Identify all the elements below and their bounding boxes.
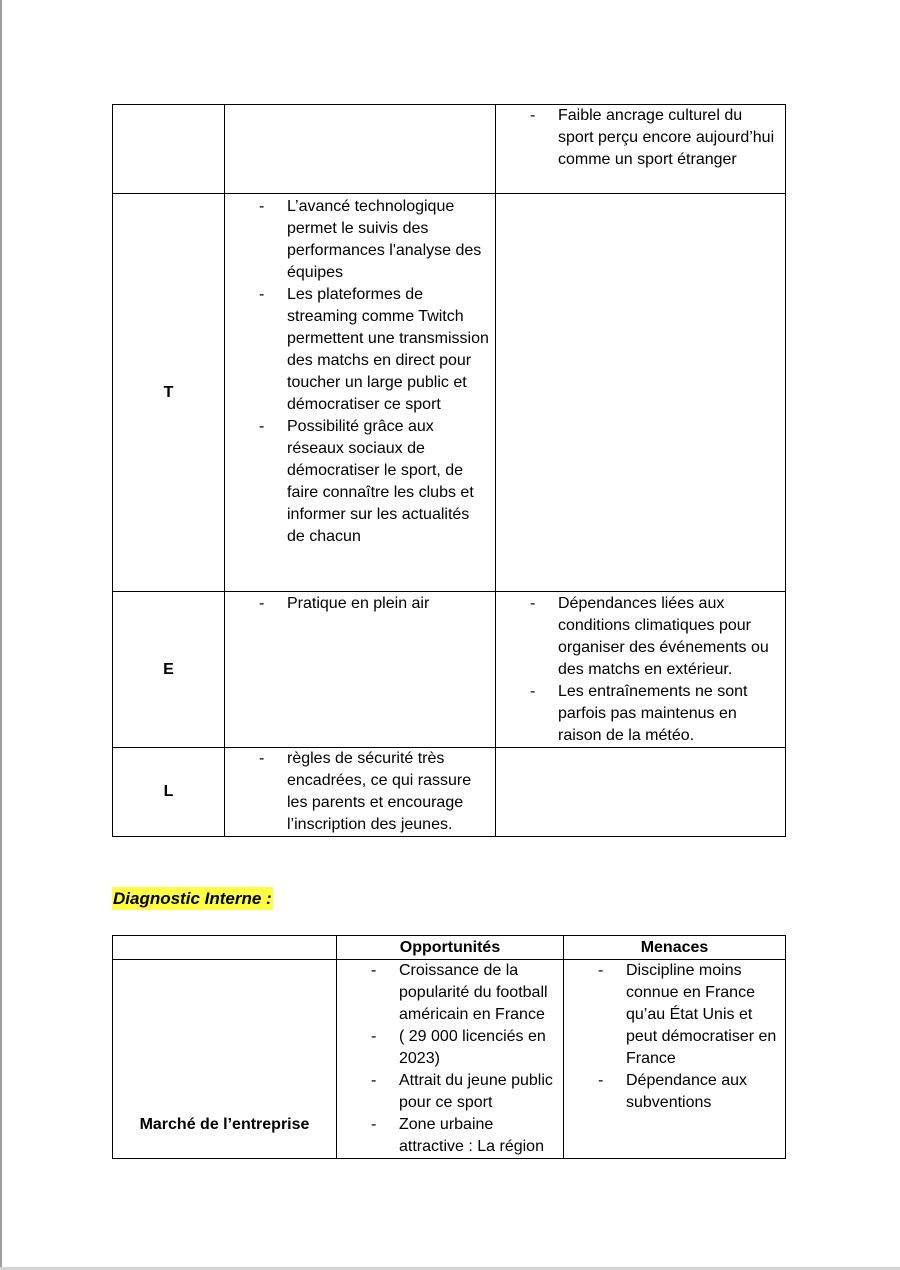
row-label-t: T <box>113 194 225 592</box>
list-item: - règles de sécurité très encadrées, ce qui rassure les parents et encourage l’inscription des jeunes. <box>259 750 472 833</box>
table-row <box>113 194 786 592</box>
pestel-table <box>112 104 786 837</box>
list-item: - Croissance de la popularité du football américain en France <box>371 962 548 1023</box>
list-item: - Dépendance aux subventions <box>598 1072 747 1111</box>
opportunities-cell <box>225 592 496 748</box>
list-item: - Les entraînements ne sont parfois pas maintenus en raison de la météo. <box>530 683 748 744</box>
list-item: - Les plateformes de streaming comme Twitch permettent une transmission des matchs en direct pour toucher un large public et démocratiser ce sport <box>259 286 489 413</box>
row-label <box>113 105 225 194</box>
opportunities-cell <box>225 105 496 194</box>
list-item: - Faible ancrage culturel du sport perçu encore aujourd’hui comme un sport étranger <box>530 107 775 168</box>
internal-diagnostic-table <box>112 935 786 1159</box>
list-item: - Dépendances liées aux conditions climatiques pour organiser des événements ou des matchs en extérieur. <box>530 595 769 678</box>
opportunities-cell <box>337 960 564 1159</box>
row-label-l: L <box>113 748 225 837</box>
threats-cell <box>496 748 786 837</box>
row-label-e: E <box>113 592 225 748</box>
list-item: - Zone urbaine attractive : La région <box>371 1116 544 1155</box>
list-item: - L’avancé technologique permet le suivis des performances l'analyse des équipes <box>259 198 482 281</box>
header-empty <box>113 936 337 960</box>
list-item: - Attrait du jeune public pour ce sport <box>371 1072 553 1111</box>
table-row <box>113 592 786 748</box>
threats-cell <box>564 960 786 1159</box>
list-item: - Possibilité grâce aux réseaux sociaux de démocratiser le sport, de faire connaître les clubs et informer sur les actualités de chacun <box>259 418 474 545</box>
opportunities-cell <box>225 194 496 592</box>
header-threats: Menaces <box>564 936 786 960</box>
row-label-market: Marché de l’entreprise <box>113 960 337 1159</box>
table-row <box>113 748 786 837</box>
page-left-edge <box>0 0 2 1270</box>
table-header-row <box>113 936 786 960</box>
threats-cell <box>496 194 786 592</box>
threats-cell <box>496 105 786 194</box>
table-row <box>113 960 786 1159</box>
list-item: - Pratique en plein air <box>259 595 430 612</box>
header-opportunities: Opportunités <box>337 936 564 960</box>
threats-cell <box>496 592 786 748</box>
section-title: Diagnostic Interne : <box>113 889 272 908</box>
list-item: - Discipline moins connue en France qu’au État Unis et peut démocratiser en France <box>598 962 777 1067</box>
table-row <box>113 105 786 194</box>
opportunities-cell <box>225 748 496 837</box>
list-item: - ( 29 000 licenciés en 2023) <box>371 1028 546 1067</box>
